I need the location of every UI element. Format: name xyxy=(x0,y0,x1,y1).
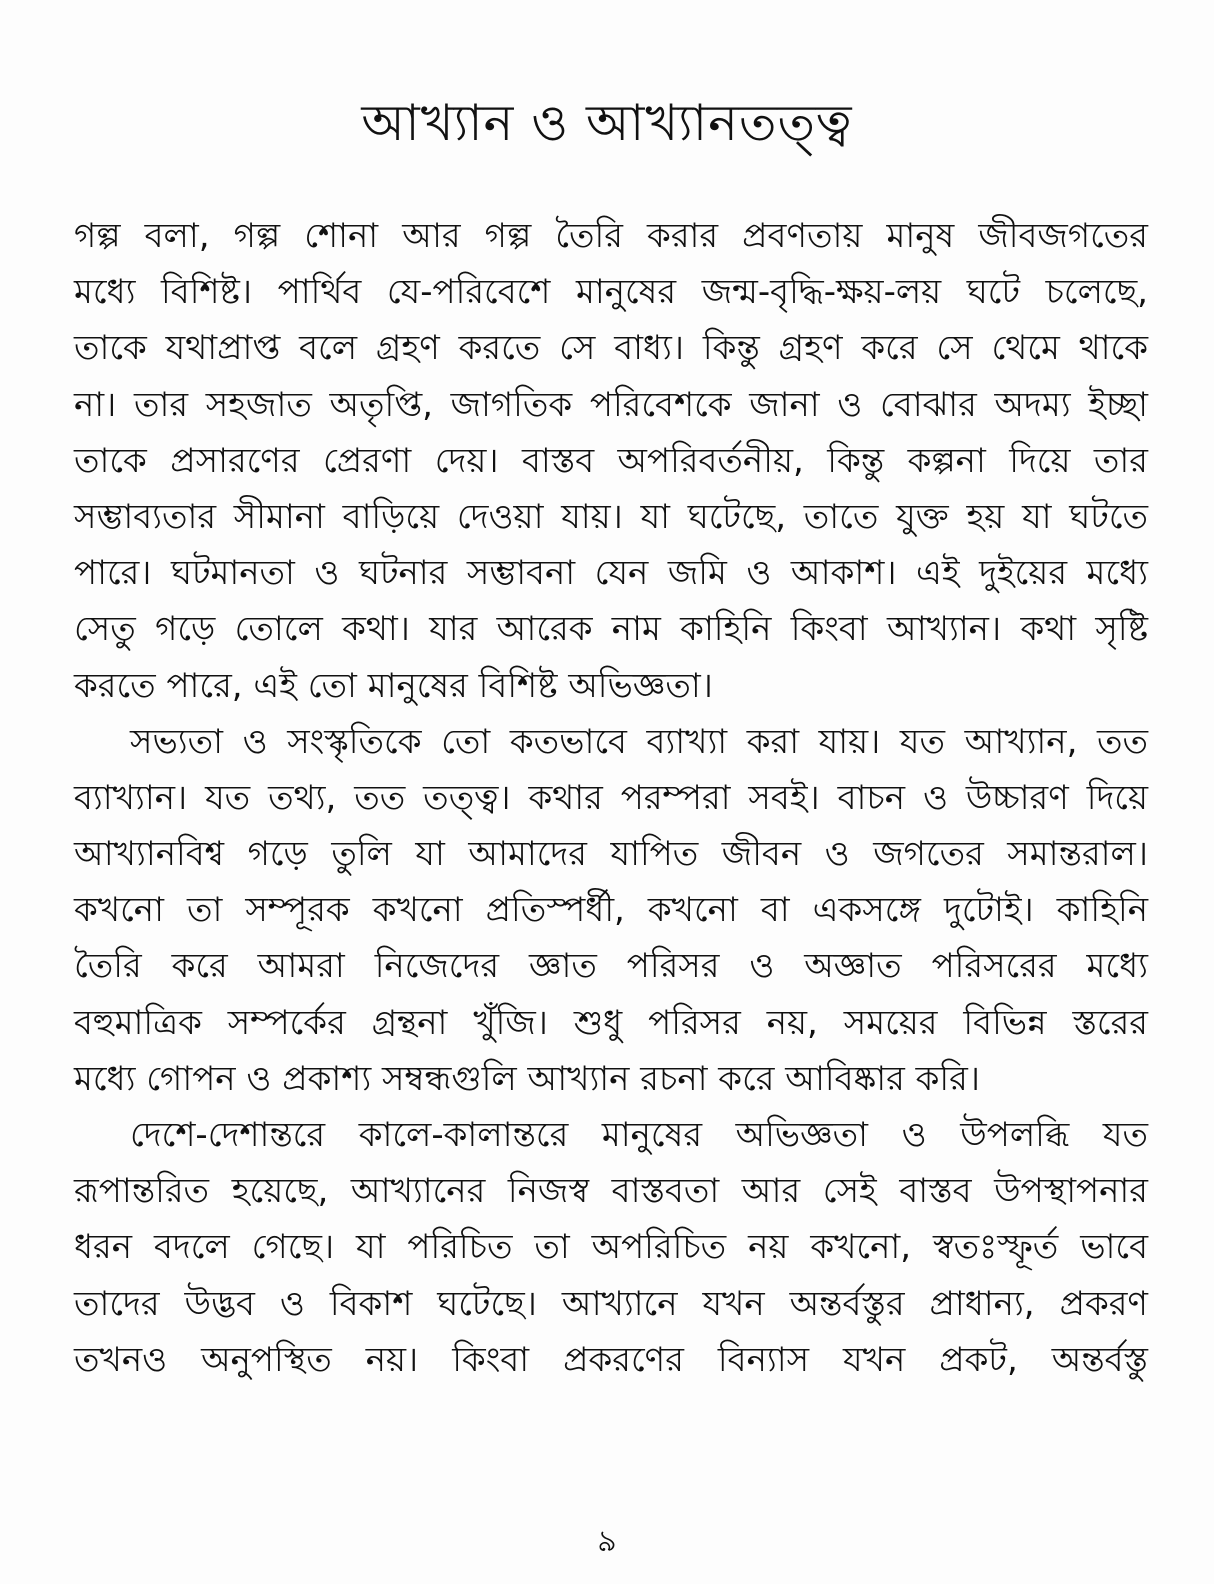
text-line: মধ্যে গোপন ও প্রকাশ্য সম্বন্ধগুলি আখ্যান রচনা করে আবিষ্কার করি। xyxy=(74,1058,981,1099)
text-line: সম্ভাব্যতার সীমানা বাড়িয়ে দেওয়া যায়। যা ঘটেছে, তাতে যুক্ত হয় যা ঘটতে xyxy=(74,496,1148,537)
text-line: মধ্যে বিশিষ্ট। পার্থিব যে-পরিবেশে মানুষের জন্ম-বৃদ্ধি-ক্ষয়-লয় ঘটে চলেছে, xyxy=(74,272,1148,313)
text-line: ধরন বদলে গেছে। যা পরিচিত তা অপরিচিত নয় কখনো, স্বতঃস্ফূর্ত ভাবে xyxy=(74,1227,1148,1268)
text-line: তাকে যথাপ্রাপ্ত বলে গ্রহণ করতে সে বাধ্য। কিন্তু গ্রহণ করে সে থেমে থাকে xyxy=(74,328,1148,369)
text-line: দেশে-দেশান্তরে কালে-কালান্তরে মানুষের অভিজ্ঞতা ও উপলব্ধি যত xyxy=(130,1115,1148,1155)
page-number: ৯ xyxy=(597,1524,617,1559)
paragraph-2 xyxy=(74,714,1148,1107)
text-line: তৈরি করে আমরা নিজেদের জ্ঞাত পরিসর ও অজ্ঞাত পরিসরের মধ্যে xyxy=(74,946,1148,987)
text-line: তাদের উদ্ভব ও বিকাশ ঘটেছে। আখ্যানে যখন অন্তর্বস্তুর প্রাধান্য, প্রকরণ xyxy=(74,1283,1148,1324)
text-line: না। তার সহজাত অতৃপ্তি, জাগতিক পরিবেশকে জানা ও বোঝার অদম্য ইচ্ছা xyxy=(74,384,1148,425)
text-line: আখ্যানবিশ্ব গড়ে তুলি যা আমাদের যাপিত জীবন ও জগতের সমান্তরাল। xyxy=(74,834,1148,875)
text-line: কখনো তা সম্পূরক কখনো প্রতিস্পর্ধী, কখনো বা একসঙ্গে দুটোই। কাহিনি xyxy=(74,890,1148,931)
chapter-title: আখ্যান ও আখ্যানতত্ত্ব xyxy=(361,94,853,152)
text-line: করতে পারে, এই তো মানুষের বিশিষ্ট অভিজ্ঞতা। xyxy=(74,665,713,706)
text-line: সভ্যতা ও সংস্কৃতিকে তো কতভাবে ব্যাখ্যা করা যায়। যত আখ্যান, তত xyxy=(130,721,1148,762)
text-line: পারে। ঘটমানতা ও ঘটনার সম্ভাবনা যেন জমি ও আকাশ। এই দুইয়ের মধ্যে xyxy=(74,553,1148,594)
text-line: ব্যাখ্যান। যত তথ্য, তত তত্ত্ব। কথার পরম্পরা সবই। বাচন ও উচ্চারণ দিয়ে xyxy=(74,777,1148,818)
paragraph-3 xyxy=(74,1107,1148,1388)
body-text xyxy=(74,208,1148,1388)
text-line: তাকে প্রসারণের প্রেরণা দেয়। বাস্তব অপরিবর্তনীয়, কিন্তু কল্পনা দিয়ে তার xyxy=(74,440,1148,481)
text-line: গল্প বলা, গল্প শোনা আর গল্প তৈরি করার প্রবণতায় মানুষ জীবজগতের xyxy=(74,216,1148,256)
text-line: সেতু গড়ে তোলে কথা। যার আরেক নাম কাহিনি কিংবা আখ্যান। কথা সৃষ্টি xyxy=(74,609,1148,650)
text-line: তখনও অনুপস্থিত নয়। কিংবা প্রকরণের বিন্যাস যখন প্রকট, অন্তর্বস্তু xyxy=(74,1339,1148,1380)
paragraph-1 xyxy=(74,208,1148,714)
text-line: বহুমাত্রিক সম্পর্কের গ্রন্থনা খুঁজি। শুধু পরিসর নয়, সময়ের বিভিন্ন স্তরের xyxy=(74,1002,1148,1043)
text-line: রূপান্তরিত হয়েছে, আখ্যানের নিজস্ব বাস্তবতা আর সেই বাস্তব উপস্থাপনার xyxy=(74,1171,1148,1212)
